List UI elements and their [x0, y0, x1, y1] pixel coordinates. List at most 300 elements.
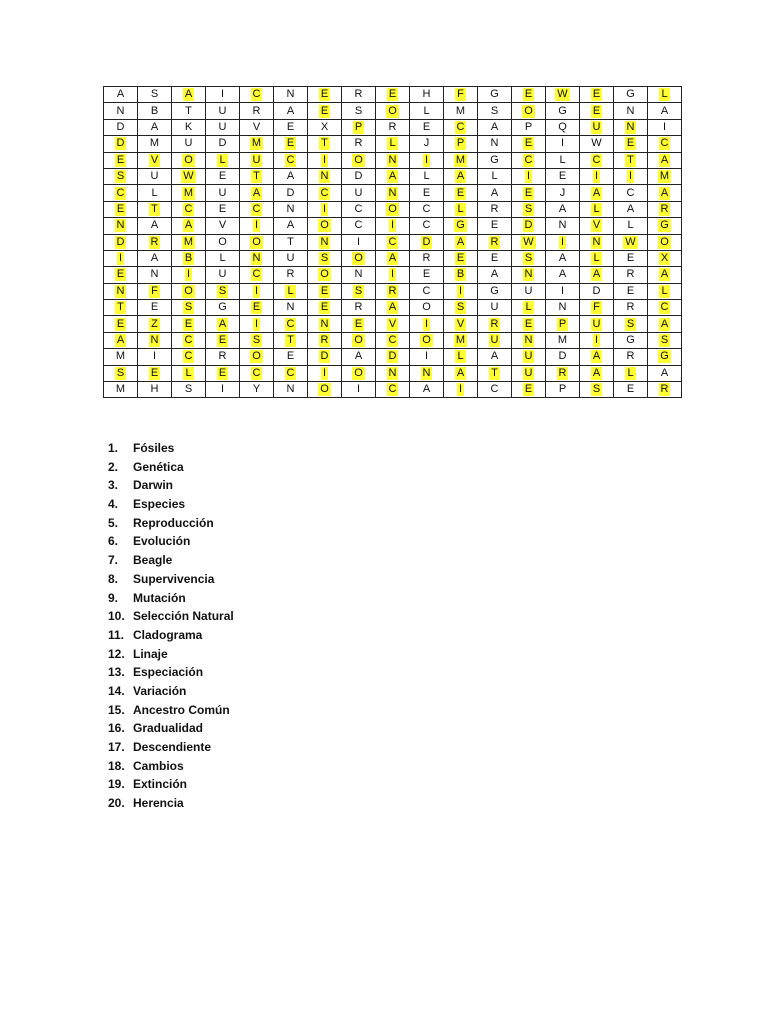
word-text: Gradualidad [133, 721, 204, 736]
grid-cell [104, 119, 138, 135]
grid-letter: S [592, 383, 601, 396]
grid-cell [546, 316, 580, 332]
word-text: Genética [133, 459, 184, 474]
grid-cell [274, 234, 308, 250]
grid-cell [410, 152, 444, 168]
grid-cell [172, 87, 206, 103]
grid-cell [546, 185, 580, 201]
word-number: 13. [108, 665, 125, 680]
grid-cell [308, 382, 342, 398]
grid-cell [376, 87, 410, 103]
grid-cell [512, 119, 546, 135]
grid-cell [614, 168, 648, 184]
grid-cell [206, 168, 240, 184]
grid-letter: E [422, 268, 431, 281]
grid-letter: E [456, 252, 465, 265]
grid-cell [512, 87, 546, 103]
grid-cell [648, 250, 682, 266]
grid-letter: R [354, 301, 363, 314]
grid-letter: Z [151, 317, 158, 330]
grid-cell [376, 152, 410, 168]
grid-letter: E [422, 120, 431, 133]
grid-letter: A [660, 186, 669, 199]
grid-letter: C [660, 301, 669, 314]
grid-cell [478, 218, 512, 234]
grid-cell [308, 234, 342, 250]
grid-letter: H [422, 88, 431, 101]
grid-letter: T [253, 170, 260, 183]
grid-cell [614, 136, 648, 152]
grid-cell [410, 136, 444, 152]
grid-letter: G [626, 334, 635, 347]
grid-cell [376, 218, 410, 234]
grid-cell [308, 168, 342, 184]
grid-letter: T [185, 104, 192, 117]
grid-cell [648, 218, 682, 234]
grid-letter: N [524, 334, 533, 347]
grid-letter: C [116, 186, 125, 199]
grid-cell [274, 201, 308, 217]
grid-letter: S [252, 334, 261, 347]
grid-cell [478, 87, 512, 103]
grid-cell [512, 185, 546, 201]
grid-letter: E [422, 186, 431, 199]
grid-cell [376, 103, 410, 119]
grid-cell [580, 349, 614, 365]
grid-letter: I [152, 350, 157, 363]
grid-cell [478, 382, 512, 398]
grid-cell [342, 300, 376, 316]
grid-cell [614, 218, 648, 234]
grid-cell [240, 103, 274, 119]
grid-cell [410, 300, 444, 316]
grid-cell [580, 168, 614, 184]
grid-cell [104, 332, 138, 348]
grid-cell [274, 152, 308, 168]
word-text: Especiación [133, 665, 204, 680]
grid-cell [376, 185, 410, 201]
word-number: 14. [108, 683, 125, 698]
grid-letter: N [524, 268, 533, 281]
grid-letter: M [115, 350, 126, 363]
grid-cell [206, 365, 240, 381]
grid-letter: C [422, 284, 431, 297]
word-number: 16. [108, 721, 125, 736]
grid-cell [410, 332, 444, 348]
grid-letter: E [388, 88, 397, 101]
grid-letter: W [591, 137, 602, 150]
grid-letter: O [524, 104, 533, 117]
grid-cell [614, 234, 648, 250]
grid-cell [478, 119, 512, 135]
grid-cell [206, 332, 240, 348]
grid-letter: L [457, 202, 464, 215]
grid-cell [478, 283, 512, 299]
grid-letter: C [286, 366, 295, 379]
grid-cell [206, 267, 240, 283]
word-number: 1. [108, 441, 119, 455]
grid-letter: L [661, 284, 668, 297]
grid-cell [580, 185, 614, 201]
grid-letter: O [660, 235, 669, 248]
grid-cell [376, 283, 410, 299]
word-list-item [108, 663, 234, 682]
grid-cell [444, 103, 478, 119]
grid-cell [138, 234, 172, 250]
grid-letter: E [320, 301, 329, 314]
grid-letter: I [526, 170, 531, 183]
grid-cell [206, 87, 240, 103]
grid-letter: N [388, 366, 397, 379]
grid-cell [138, 332, 172, 348]
grid-row [104, 365, 682, 381]
grid-letter: A [422, 383, 431, 396]
grid-cell [546, 267, 580, 283]
grid-cell [308, 332, 342, 348]
grid-letter: A [286, 104, 295, 117]
grid-letter: I [220, 383, 225, 396]
word-text: Descendiente [133, 740, 212, 754]
grid-letter: L [661, 88, 668, 101]
grid-cell [342, 201, 376, 217]
grid-letter: G [456, 219, 465, 232]
grid-letter: R [626, 301, 635, 314]
word-text: Beagle [133, 553, 173, 568]
grid-letter: R [490, 317, 499, 330]
grid-cell [512, 365, 546, 381]
grid-cell [138, 382, 172, 398]
grid-cell [580, 234, 614, 250]
grid-cell [546, 283, 580, 299]
grid-letter: T [321, 137, 328, 150]
grid-letter: C [524, 153, 533, 166]
grid-cell [614, 103, 648, 119]
grid-cell [172, 185, 206, 201]
grid-cell [274, 349, 308, 365]
grid-letter: N [320, 235, 329, 248]
grid-letter: P [354, 120, 363, 133]
grid-cell [104, 87, 138, 103]
grid-cell [648, 168, 682, 184]
grid-letter: P [558, 317, 567, 330]
word-list-item [108, 701, 234, 720]
word-number: 4. [108, 497, 119, 512]
grid-row [104, 152, 682, 168]
grid-cell [308, 316, 342, 332]
grid-letter: A [592, 268, 601, 281]
grid-letter: C [354, 202, 363, 215]
grid-cell [546, 103, 580, 119]
grid-cell [308, 152, 342, 168]
grid-cell [444, 234, 478, 250]
grid-cell [240, 87, 274, 103]
grid-cell [410, 103, 444, 119]
grid-letter: O [218, 235, 227, 248]
grid-letter: C [252, 202, 261, 215]
grid-letter: S [354, 284, 363, 297]
grid-cell [546, 332, 580, 348]
grid-letter: G [660, 350, 669, 363]
grid-letter: N [626, 120, 635, 133]
grid-cell [104, 103, 138, 119]
grid-cell [512, 168, 546, 184]
grid-letter: I [254, 317, 259, 330]
grid-letter: N [150, 268, 159, 281]
word-list-item [108, 439, 234, 458]
grid-cell [546, 234, 580, 250]
grid-cell [308, 136, 342, 152]
grid-cell [444, 349, 478, 365]
grid-letter: A [252, 186, 261, 199]
grid-cell [614, 87, 648, 103]
grid-cell [342, 365, 376, 381]
grid-cell [580, 136, 614, 152]
grid-cell [444, 136, 478, 152]
grid-letter: U [524, 284, 533, 297]
grid-letter: E [320, 88, 329, 101]
grid-cell [376, 365, 410, 381]
grid-cell [410, 316, 444, 332]
grid-cell [580, 218, 614, 234]
grid-letter: C [490, 383, 499, 396]
grid-cell [104, 152, 138, 168]
grid-cell [410, 382, 444, 398]
grid-letter: S [184, 301, 193, 314]
grid-cell [478, 201, 512, 217]
grid-cell [240, 168, 274, 184]
grid-letter: A [592, 186, 601, 199]
grid-letter: O [184, 284, 193, 297]
grid-letter: R [388, 284, 397, 297]
grid-row [104, 316, 682, 332]
grid-letter: U [592, 317, 601, 330]
grid-cell [648, 103, 682, 119]
grid-letter: I [254, 284, 259, 297]
grid-letter: S [626, 317, 635, 330]
grid-letter: R [626, 268, 635, 281]
grid-letter: S [218, 284, 227, 297]
grid-cell [104, 283, 138, 299]
grid-cell [512, 382, 546, 398]
grid-cell [580, 365, 614, 381]
grid-cell [580, 267, 614, 283]
grid-cell [444, 382, 478, 398]
grid-cell [512, 316, 546, 332]
grid-cell [376, 201, 410, 217]
grid-cell [240, 152, 274, 168]
grid-cell [342, 382, 376, 398]
grid-cell [138, 365, 172, 381]
grid-cell [274, 267, 308, 283]
grid-letter: W [183, 170, 194, 183]
grid-cell [478, 152, 512, 168]
grid-letter: C [388, 334, 397, 347]
grid-letter: B [150, 104, 159, 117]
grid-letter: C [184, 350, 193, 363]
grid-row [104, 103, 682, 119]
grid-letter: I [322, 202, 327, 215]
grid-cell [172, 168, 206, 184]
grid-letter: A [184, 219, 193, 232]
grid-letter: W [523, 235, 534, 248]
grid-cell [206, 349, 240, 365]
grid-letter: D [116, 120, 125, 133]
grid-cell [580, 382, 614, 398]
word-text: Ancestro Común [133, 702, 230, 717]
grid-cell [172, 250, 206, 266]
grid-cell [410, 250, 444, 266]
grid-letter: V [218, 219, 227, 232]
grid-cell [240, 300, 274, 316]
grid-letter: O [184, 153, 193, 166]
grid-letter: K [184, 120, 193, 133]
grid-cell [614, 316, 648, 332]
word-number: 2. [108, 459, 119, 474]
grid-letter: C [388, 235, 397, 248]
grid-letter: N [116, 104, 125, 117]
grid-letter: S [354, 104, 363, 117]
grid-letter: N [592, 235, 601, 248]
grid-letter: N [150, 334, 159, 347]
grid-cell [410, 201, 444, 217]
grid-letter: E [116, 153, 125, 166]
grid-cell [376, 267, 410, 283]
grid-letter: G [558, 104, 567, 117]
grid-letter: L [219, 252, 226, 265]
grid-cell [342, 119, 376, 135]
grid-cell [342, 316, 376, 332]
grid-letter: I [594, 334, 599, 347]
grid-letter: I [458, 383, 463, 396]
grid-letter: D [354, 170, 363, 183]
word-list-item [108, 738, 234, 757]
grid-letter: R [490, 235, 499, 248]
word-list-item [108, 495, 234, 514]
grid-cell [138, 300, 172, 316]
word-number: 5. [108, 515, 119, 530]
grid-cell [376, 119, 410, 135]
grid-cell [240, 316, 274, 332]
grid-cell [104, 300, 138, 316]
grid-cell [648, 332, 682, 348]
grid-row [104, 218, 682, 234]
grid-cell [308, 87, 342, 103]
grid-letter: N [286, 202, 295, 215]
grid-cell [274, 87, 308, 103]
grid-letter: E [150, 366, 159, 379]
grid-letter: E [116, 317, 125, 330]
grid-letter: S [490, 104, 499, 117]
grid-letter: B [456, 268, 465, 281]
grid-cell [206, 300, 240, 316]
grid-cell [512, 136, 546, 152]
grid-cell [206, 185, 240, 201]
grid-cell [410, 168, 444, 184]
grid-cell [512, 332, 546, 348]
grid-cell [308, 283, 342, 299]
grid-letter: D [218, 137, 227, 150]
grid-cell [240, 283, 274, 299]
grid-letter: A [660, 153, 669, 166]
grid-letter: N [116, 219, 125, 232]
grid-letter: U [218, 186, 227, 199]
grid-cell [104, 250, 138, 266]
grid-letter: R [388, 120, 397, 133]
grid-letter: R [660, 383, 669, 396]
grid-letter: A [150, 252, 159, 265]
grid-cell [172, 152, 206, 168]
grid-cell [206, 316, 240, 332]
grid-letter: A [660, 268, 669, 281]
grid-letter: E [524, 137, 533, 150]
grid-cell [614, 365, 648, 381]
grid-letter: G [660, 219, 669, 232]
grid-cell [614, 332, 648, 348]
word-list-item [108, 626, 234, 645]
grid-cell [172, 218, 206, 234]
grid-letter: I [390, 219, 395, 232]
word-number: 6. [108, 534, 119, 549]
grid-letter: E [286, 120, 295, 133]
grid-cell [580, 152, 614, 168]
grid-cell [410, 218, 444, 234]
grid-cell [648, 201, 682, 217]
grid-letter: S [660, 334, 669, 347]
grid-cell [206, 136, 240, 152]
grid-cell [546, 201, 580, 217]
grid-letter: N [422, 366, 431, 379]
grid-letter: V [592, 219, 601, 232]
grid-cell [376, 168, 410, 184]
grid-letter: E [218, 334, 227, 347]
word-list-item [108, 458, 234, 477]
grid-cell [138, 152, 172, 168]
grid-letter: M [251, 137, 262, 150]
grid-letter: N [626, 104, 635, 117]
grid-letter: N [320, 170, 329, 183]
word-list-item [108, 719, 234, 738]
grid-letter: N [286, 383, 295, 396]
grid-letter: M [183, 235, 194, 248]
grid-letter: A [660, 366, 669, 379]
grid-letter: A [558, 268, 567, 281]
grid-letter: O [320, 268, 329, 281]
grid-cell [274, 218, 308, 234]
grid-cell [580, 250, 614, 266]
grid-letter: E [524, 383, 533, 396]
grid-letter: V [252, 120, 261, 133]
grid-letter: E [524, 186, 533, 199]
grid-letter: E [456, 186, 465, 199]
grid-letter: I [322, 366, 327, 379]
grid-letter: I [254, 219, 259, 232]
grid-cell [274, 250, 308, 266]
grid-letter: I [390, 268, 395, 281]
grid-cell [648, 300, 682, 316]
grid-cell [240, 234, 274, 250]
grid-cell [104, 234, 138, 250]
grid-cell [376, 136, 410, 152]
grid-letter: U [184, 137, 193, 150]
grid-letter: A [388, 301, 397, 314]
word-text: Fósiles [133, 441, 175, 455]
grid-cell [376, 332, 410, 348]
grid-cell [308, 119, 342, 135]
grid-cell [580, 332, 614, 348]
grid-letter: X [660, 252, 669, 265]
word-number: 7. [108, 553, 119, 568]
word-list-item [108, 607, 234, 626]
